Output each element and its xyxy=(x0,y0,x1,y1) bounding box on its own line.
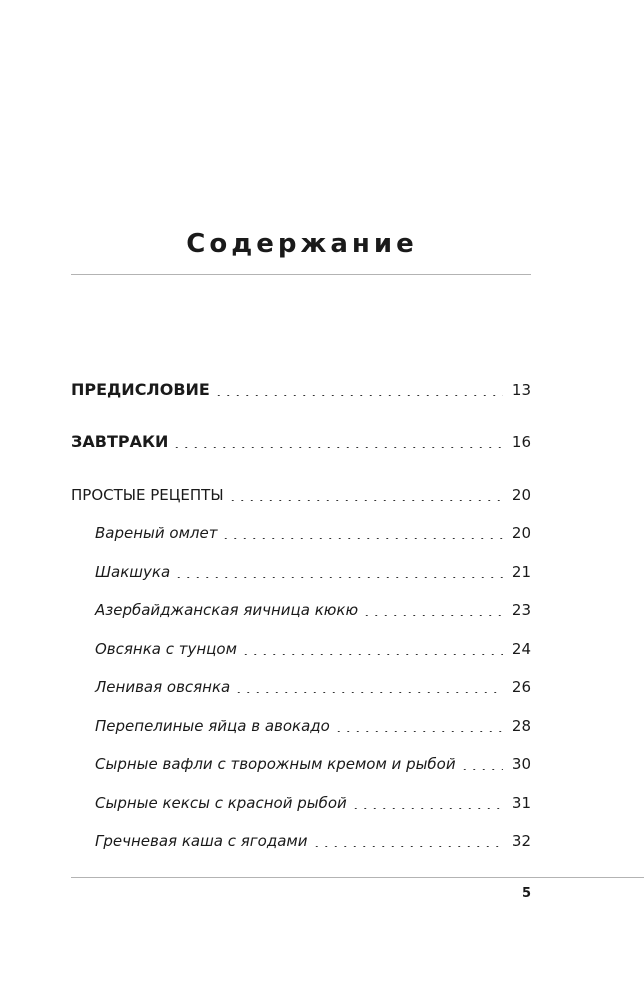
toc-leader-dots xyxy=(174,577,503,578)
toc-leader-dots xyxy=(172,447,503,448)
page-number: 5 xyxy=(521,886,531,901)
toc-entry-breakfasts[interactable] xyxy=(71,426,531,452)
toc-entry-label: ЗАВТРАКИ xyxy=(71,432,169,451)
toc-entry-recipe[interactable] xyxy=(95,671,531,697)
toc-entry-label: Азербайджанская яичница кюкю xyxy=(95,601,359,619)
toc-entry-page: 24 xyxy=(511,640,531,658)
toc-entry-recipe[interactable] xyxy=(95,787,531,813)
toc-entry-simple-recipes[interactable] xyxy=(71,479,531,505)
toc-leader-dots xyxy=(351,808,503,809)
toc-entry-label: Вареный омлет xyxy=(95,524,218,542)
toc-entry-page: 23 xyxy=(511,601,531,619)
toc-entry-label: Овсянка с тунцом xyxy=(95,640,237,658)
toc-entry-label: Сырные вафли с творожным кремом и рыбой xyxy=(95,755,456,773)
toc-leader-dots xyxy=(460,769,503,770)
toc-leader-dots xyxy=(214,395,503,396)
page-title: Содержание xyxy=(186,229,418,259)
toc-entry-page: 16 xyxy=(511,433,531,451)
toc-entry-page: 13 xyxy=(511,381,531,399)
toc-entry-label: Шакшука xyxy=(95,563,171,581)
toc-leader-dots xyxy=(234,692,503,693)
toc-entry-page: 28 xyxy=(511,717,531,735)
toc-entry-page: 32 xyxy=(511,832,531,850)
toc-entry-recipe[interactable] xyxy=(95,825,531,851)
toc-entry-label: Перепелиные яйца в авокадо xyxy=(95,717,330,735)
toc-entry-page: 20 xyxy=(511,486,531,504)
toc-leader-dots xyxy=(334,731,503,732)
toc-leader-dots xyxy=(362,615,503,616)
toc-entry-page: 31 xyxy=(511,794,531,812)
toc-entry-label: ПРЕДИСЛОВИЕ xyxy=(71,380,210,399)
toc-entry-label: Ленивая овсянка xyxy=(95,678,231,696)
toc-entry-label: Сырные кексы с красной рыбой xyxy=(95,794,347,812)
toc-entry-recipe[interactable] xyxy=(95,517,531,543)
toc-entry-label: ПРОСТЫЕ РЕЦЕПТЫ xyxy=(71,486,224,504)
toc-entry-recipe[interactable] xyxy=(95,556,531,582)
toc-entry-label: Гречневая каша с ягодами xyxy=(95,832,308,850)
toc-entry-recipe[interactable] xyxy=(95,633,531,659)
toc-leader-dots xyxy=(241,654,503,655)
toc-entry-page: 20 xyxy=(511,524,531,542)
toc-entry-page: 30 xyxy=(511,755,531,773)
toc-entry-page: 26 xyxy=(511,678,531,696)
title-divider xyxy=(71,274,531,275)
footer-divider xyxy=(71,877,644,878)
toc-entry-page: 21 xyxy=(511,563,531,581)
toc-entry-recipe[interactable] xyxy=(95,594,531,620)
toc-entry-recipe[interactable] xyxy=(95,748,531,774)
toc-entry-preface[interactable] xyxy=(71,374,531,400)
toc-leader-dots xyxy=(312,846,504,847)
toc-entry-recipe[interactable] xyxy=(95,710,531,736)
toc-leader-dots xyxy=(221,538,503,539)
toc-leader-dots xyxy=(228,500,503,501)
